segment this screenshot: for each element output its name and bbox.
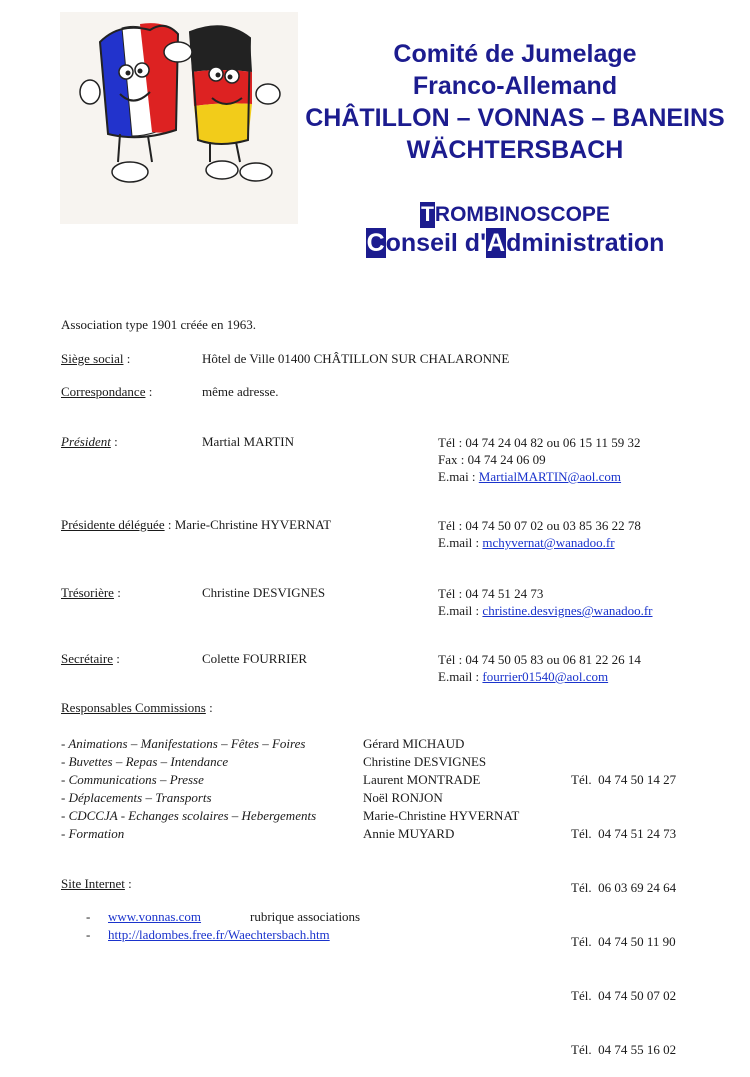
commission-tel: Tél. 06 03 69 24 64 <box>571 880 677 895</box>
presidente-deleguee-email-link[interactable]: mchyvernat@wanadoo.fr <box>482 535 615 550</box>
title-line-4: WÄCHTERSBACH <box>406 136 624 164</box>
commission-person: Gérard MICHAUD <box>363 736 465 751</box>
commission-name: - Déplacements – Transports <box>61 790 212 805</box>
commission-person: Laurent MONTRADE <box>363 772 481 787</box>
president-email-row: E.mai : MartialMARTIN@aol.com <box>438 469 622 484</box>
boxed-letter: T <box>421 203 434 226</box>
commission-person: Marie-Christine HYVERNAT <box>363 808 520 823</box>
commission-name: - Communications – Presse <box>61 772 204 787</box>
tresoriere-label: Trésorière : <box>61 585 121 600</box>
tresoriere-contact <box>438 585 653 619</box>
intro-text: Association type 1901 créée en 1963. <box>61 317 256 332</box>
site-link-vonnas[interactable]: www.vonnas.com <box>108 909 202 924</box>
commission-name: - Buvettes – Repas – Intendance <box>61 754 229 769</box>
secretaire-contact <box>438 651 641 685</box>
commission-list <box>61 735 316 843</box>
commissions-label: Responsables Commissions : <box>61 700 213 715</box>
commission-tel: Tél. 04 74 55 16 02 <box>571 1042 677 1057</box>
site-bullet: - <box>86 927 91 942</box>
conseil-heading <box>300 228 730 258</box>
tresoriere-email-link[interactable]: christine.desvignes@wanadoo.fr <box>482 603 653 618</box>
header-title <box>300 38 730 166</box>
presidente-deleguee-tel: Tél : 04 74 50 07 02 ou 03 85 36 22 78 <box>438 518 641 533</box>
site-bullet: - <box>86 909 91 924</box>
commission-name: - CDCCJA - Echanges scolaires – Hebergements <box>61 808 317 823</box>
commission-person: Noël RONJON <box>363 790 443 805</box>
secretaire-tel: Tél : 04 74 50 05 83 ou 06 81 22 26 14 <box>438 652 641 667</box>
president-name: Martial MARTIN <box>202 434 295 449</box>
secretaire-email-row: E.mail : fourrier01540@aol.com <box>438 669 609 684</box>
secretaire-name: Colette FOURRIER <box>202 651 308 666</box>
jumelage-logo <box>60 12 298 224</box>
president-tel: Tél : 04 74 24 04 82 ou 06 15 11 59 32 <box>438 435 641 450</box>
commission-persons <box>363 735 519 843</box>
commission-person: Christine DESVIGNES <box>363 754 487 769</box>
presidente-deleguee-label: Présidente déléguée : Marie-Christine HYVERNAT <box>61 517 332 532</box>
presidente-deleguee-email-row: E.mail : mchyvernat@wanadoo.fr <box>438 535 615 550</box>
president-fax: Fax : 04 74 24 06 09 <box>438 452 546 467</box>
presidente-deleguee-name: Marie-Christine HYVERNAT <box>174 517 332 532</box>
siege-value: Hôtel de Ville 01400 CHÂTILLON SUR CHALARONNE <box>202 351 510 366</box>
trombinoscope-text: ROMBINOSCOPE <box>434 203 610 226</box>
commission-tel: Tél. 04 74 50 11 90 <box>571 934 676 949</box>
correspondance-label: Correspondance : <box>61 384 153 399</box>
commission-tels <box>571 735 676 1077</box>
tresoriere-name: Christine DESVIGNES <box>202 585 326 600</box>
secretaire-label: Secrétaire : <box>61 651 120 666</box>
president-label: Président : <box>61 434 118 449</box>
secretaire-email-link[interactable]: fourrier01540@aol.com <box>482 669 609 684</box>
site-link-ladombes[interactable]: http://ladombes.free.fr/Waechtersbach.htm <box>108 927 330 942</box>
site-link-note: rubrique associations <box>250 909 361 924</box>
site-label: Site Internet : <box>61 876 132 891</box>
title-line-3: CHÂTILLON – VONNAS – BANEINS <box>305 104 725 132</box>
commission-person: Annie MUYARD <box>363 826 455 841</box>
commission-name: - Formation <box>61 826 125 841</box>
subtitle <box>300 202 730 258</box>
title-line-2: Franco-Allemand <box>412 72 618 100</box>
correspondance-value: même adresse. <box>202 384 279 399</box>
commission-name: - Animations – Manifestations – Fêtes – Foires <box>61 736 306 751</box>
siege-label: Siège social : <box>61 351 131 366</box>
commission-tel: Tél. 04 74 51 24 73 <box>571 826 677 841</box>
commission-tel: Tél. 04 74 50 07 02 <box>571 988 677 1003</box>
commission-tel: Tél. 04 74 50 14 27 <box>571 772 677 787</box>
boxed-letter: A <box>487 229 506 257</box>
tresoriere-tel: Tél : 04 74 51 24 73 <box>438 586 544 601</box>
trombinoscope-heading <box>300 202 730 228</box>
presidente-deleguee-contact <box>438 517 641 551</box>
flag-mascots-icon <box>60 12 298 224</box>
boxed-letter: C <box>366 229 385 257</box>
tresoriere-email-row: E.mail : christine.desvignes@wanadoo.fr <box>438 603 653 618</box>
administration-text: dministration <box>506 229 665 257</box>
president-email-link[interactable]: MartialMARTIN@aol.com <box>478 469 622 484</box>
president-contact <box>438 434 640 485</box>
conseil-text: onseil d' <box>385 229 487 257</box>
title-line-1: Comité de Jumelage <box>393 40 637 68</box>
